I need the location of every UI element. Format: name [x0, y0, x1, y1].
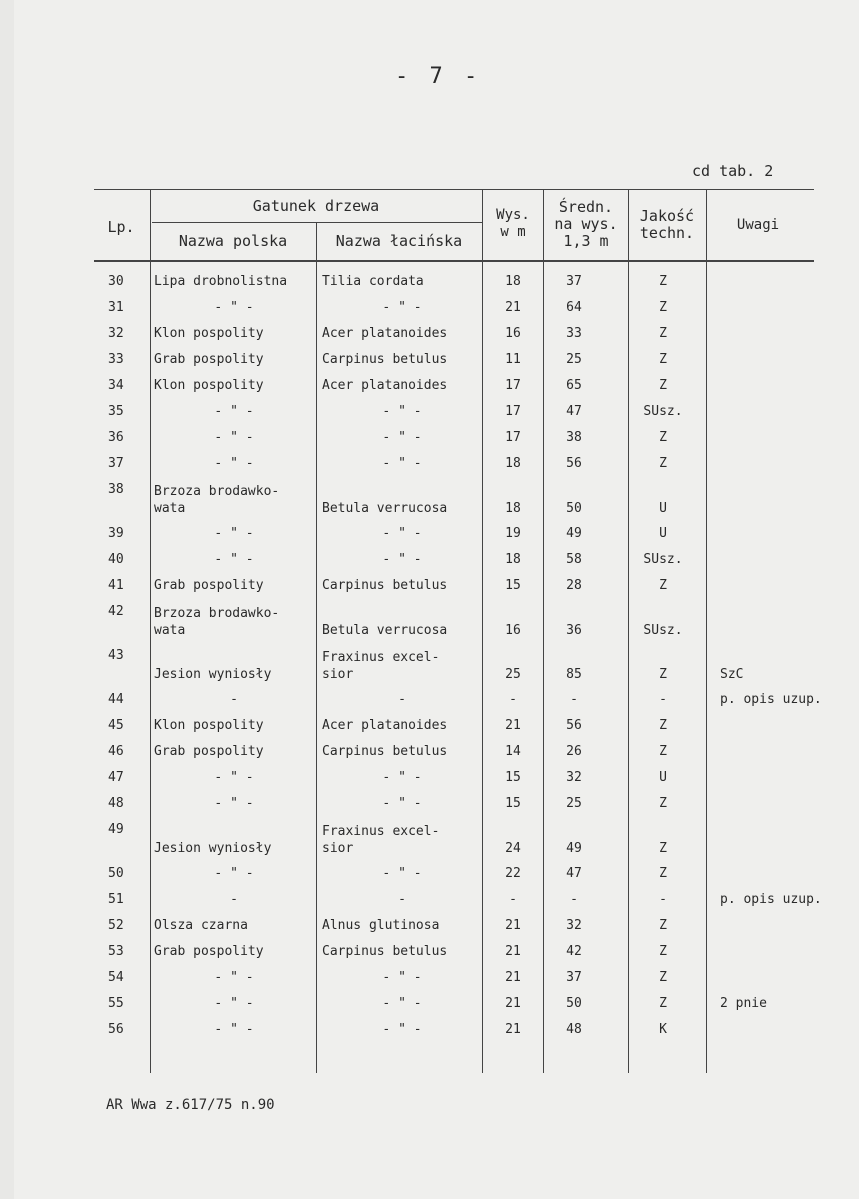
row-height: 17 — [505, 404, 521, 419]
row-quality: U — [659, 770, 667, 785]
row-diameter: - — [570, 892, 578, 907]
row-diameter: 47 — [566, 866, 582, 881]
row-lp: 42 — [108, 604, 124, 619]
row-latin-name: - — [398, 692, 406, 707]
row-lp: 34 — [108, 378, 124, 393]
header-jakosc: Jakość techn. — [639, 207, 695, 242]
row-height: - — [509, 692, 517, 707]
row-diameter: - — [570, 692, 578, 707]
row-diameter: 58 — [566, 552, 582, 567]
row-quality: Z — [659, 996, 667, 1011]
row-polish-name: Grab pospolity — [154, 944, 264, 959]
row-lp: 52 — [108, 918, 124, 933]
row-latin-name: Acer platanoides — [322, 378, 448, 393]
row-diameter: 64 — [566, 300, 582, 315]
row-latin-name: - " - — [382, 526, 422, 541]
row-height: 21 — [505, 944, 521, 959]
row-polish-name: Brzoza brodawko- wata — [154, 606, 280, 638]
row-latin-name: Betula verrucosa — [322, 623, 448, 638]
row-diameter: 25 — [566, 352, 582, 367]
row-latin-name: - " - — [382, 770, 422, 785]
row-height: - — [509, 892, 517, 907]
row-remarks: SzC — [720, 667, 744, 682]
row-polish-name: Brzoza brodawko- wata — [154, 484, 280, 516]
row-latin-name: - " - — [382, 552, 422, 567]
row-latin-name: - " - — [382, 456, 422, 471]
row-lp: 50 — [108, 866, 124, 881]
row-height: 21 — [505, 996, 521, 1011]
row-polish-name: - " - — [214, 526, 254, 541]
row-quality: U — [659, 526, 667, 541]
row-polish-name: Jesion wyniosły — [154, 841, 272, 856]
row-lp: 43 — [108, 648, 124, 663]
row-quality: - — [659, 892, 667, 907]
row-lp: 35 — [108, 404, 124, 419]
row-height: 11 — [505, 352, 521, 367]
row-polish-name: - " - — [214, 300, 254, 315]
row-height: 25 — [505, 667, 521, 682]
row-quality: Z — [659, 326, 667, 341]
row-latin-name: Acer platanoides — [322, 326, 448, 341]
row-lp: 45 — [108, 718, 124, 733]
row-latin-name: - " - — [382, 300, 422, 315]
header-nazwa-polska: Nazwa polska — [178, 232, 288, 250]
row-latin-name: Alnus glutinosa — [322, 918, 440, 933]
row-quality: - — [659, 692, 667, 707]
row-diameter: 50 — [566, 996, 582, 1011]
row-polish-name: Klon pospolity — [154, 326, 264, 341]
row-polish-name: - " - — [214, 770, 254, 785]
row-height: 22 — [505, 866, 521, 881]
header-sredn: Średn. na wys. 1,3 m — [554, 198, 618, 250]
row-diameter: 37 — [566, 274, 582, 289]
row-lp: 39 — [108, 526, 124, 541]
row-lp: 56 — [108, 1022, 124, 1037]
row-height: 21 — [505, 1022, 521, 1037]
row-diameter: 49 — [566, 526, 582, 541]
row-polish-name: - " - — [214, 996, 254, 1011]
row-quality: Z — [659, 918, 667, 933]
row-latin-name: - " - — [382, 970, 422, 985]
row-polish-name: - " - — [214, 430, 254, 445]
row-latin-name: - " - — [382, 1022, 422, 1037]
row-latin-name: - " - — [382, 996, 422, 1011]
row-height: 15 — [505, 796, 521, 811]
row-diameter: 26 — [566, 744, 582, 759]
row-quality: K — [659, 1022, 667, 1037]
page-number: - 7 - — [395, 64, 482, 89]
row-height: 21 — [505, 718, 521, 733]
row-remarks: p. opis uzup. — [720, 692, 822, 707]
row-latin-name: Carpinus betulus — [322, 944, 448, 959]
row-latin-name: Tilia cordata — [322, 274, 424, 289]
row-polish-name: Klon pospolity — [154, 378, 264, 393]
header-wys: Wys. w m — [496, 207, 530, 240]
row-polish-name: - " - — [214, 970, 254, 985]
header-nazwa-lacinska: Nazwa łacińska — [335, 232, 463, 250]
row-lp: 30 — [108, 274, 124, 289]
row-latin-name: Betula verrucosa — [322, 501, 448, 516]
row-height: 16 — [505, 326, 521, 341]
row-quality: SUsz. — [643, 623, 683, 638]
row-polish-name: Olsza czarna — [154, 918, 248, 933]
row-quality: Z — [659, 866, 667, 881]
row-height: 19 — [505, 526, 521, 541]
row-diameter: 37 — [566, 970, 582, 985]
row-polish-name: Klon pospolity — [154, 718, 264, 733]
archive-reference: AR Wwa z.617/75 n.90 — [106, 1097, 275, 1113]
row-lp: 37 — [108, 456, 124, 471]
row-height: 21 — [505, 300, 521, 315]
row-diameter: 48 — [566, 1022, 582, 1037]
row-diameter: 42 — [566, 944, 582, 959]
row-diameter: 32 — [566, 770, 582, 785]
row-lp: 55 — [108, 996, 124, 1011]
row-diameter: 49 — [566, 841, 582, 856]
row-latin-name: - " - — [382, 430, 422, 445]
row-polish-name: Jesion wyniosły — [154, 667, 272, 682]
header-lp: Lp. — [107, 218, 135, 236]
row-quality: Z — [659, 841, 667, 856]
row-quality: Z — [659, 796, 667, 811]
row-lp: 36 — [108, 430, 124, 445]
row-diameter: 85 — [566, 667, 582, 682]
row-quality: Z — [659, 667, 667, 682]
row-latin-name: Fraxinus excel- sior — [322, 650, 440, 682]
row-quality: Z — [659, 456, 667, 471]
row-polish-name: - " - — [214, 456, 254, 471]
row-latin-name: - " - — [382, 796, 422, 811]
row-polish-name: - " - — [214, 796, 254, 811]
row-lp: 33 — [108, 352, 124, 367]
continuation-label: cd tab. 2 — [692, 162, 774, 180]
row-quality: Z — [659, 378, 667, 393]
row-lp: 44 — [108, 692, 124, 707]
row-polish-name: - — [230, 692, 238, 707]
header-gatunek: Gatunek drzewa — [252, 197, 380, 215]
row-quality: Z — [659, 944, 667, 959]
row-polish-name: - " - — [214, 552, 254, 567]
row-latin-name: - " - — [382, 866, 422, 881]
row-height: 18 — [505, 456, 521, 471]
row-diameter: 50 — [566, 501, 582, 516]
row-quality: Z — [659, 744, 667, 759]
row-lp: 49 — [108, 822, 124, 837]
row-quality: Z — [659, 300, 667, 315]
row-diameter: 33 — [566, 326, 582, 341]
row-latin-name: - " - — [382, 404, 422, 419]
row-diameter: 65 — [566, 378, 582, 393]
row-diameter: 56 — [566, 456, 582, 471]
row-height: 17 — [505, 378, 521, 393]
row-latin-name: Carpinus betulus — [322, 352, 448, 367]
row-lp: 31 — [108, 300, 124, 315]
row-height: 21 — [505, 970, 521, 985]
row-remarks: p. opis uzup. — [720, 892, 822, 907]
row-diameter: 36 — [566, 623, 582, 638]
row-latin-name: Acer platanoides — [322, 718, 448, 733]
row-polish-name: Grab pospolity — [154, 744, 264, 759]
row-diameter: 56 — [566, 718, 582, 733]
row-height: 18 — [505, 552, 521, 567]
row-polish-name: - — [230, 892, 238, 907]
row-remarks: 2 pnie — [720, 996, 767, 1011]
row-quality: Z — [659, 578, 667, 593]
row-polish-name: - " - — [214, 1022, 254, 1037]
row-lp: 32 — [108, 326, 124, 341]
row-height: 18 — [505, 501, 521, 516]
row-height: 14 — [505, 744, 521, 759]
row-lp: 46 — [108, 744, 124, 759]
row-quality: Z — [659, 970, 667, 985]
row-quality: Z — [659, 352, 667, 367]
row-quality: SUsz. — [643, 552, 683, 567]
row-latin-name: Carpinus betulus — [322, 744, 448, 759]
header-uwagi: Uwagi — [736, 217, 780, 233]
row-diameter: 47 — [566, 404, 582, 419]
row-diameter: 38 — [566, 430, 582, 445]
row-lp: 40 — [108, 552, 124, 567]
row-quality: U — [659, 501, 667, 516]
row-diameter: 28 — [566, 578, 582, 593]
row-diameter: 25 — [566, 796, 582, 811]
row-height: 21 — [505, 918, 521, 933]
row-latin-name: - — [398, 892, 406, 907]
row-lp: 53 — [108, 944, 124, 959]
row-lp: 51 — [108, 892, 124, 907]
row-latin-name: Fraxinus excel- sior — [322, 824, 440, 856]
row-height: 24 — [505, 841, 521, 856]
row-diameter: 32 — [566, 918, 582, 933]
row-quality: Z — [659, 274, 667, 289]
row-lp: 47 — [108, 770, 124, 785]
row-height: 17 — [505, 430, 521, 445]
row-height: 18 — [505, 274, 521, 289]
row-quality: Z — [659, 430, 667, 445]
row-lp: 38 — [108, 482, 124, 497]
row-lp: 41 — [108, 578, 124, 593]
row-polish-name: - " - — [214, 866, 254, 881]
row-height: 15 — [505, 770, 521, 785]
row-height: 16 — [505, 623, 521, 638]
row-polish-name: Grab pospolity — [154, 352, 264, 367]
row-lp: 54 — [108, 970, 124, 985]
row-polish-name: - " - — [214, 404, 254, 419]
row-quality: Z — [659, 718, 667, 733]
row-polish-name: Grab pospolity — [154, 578, 264, 593]
row-lp: 48 — [108, 796, 124, 811]
row-height: 15 — [505, 578, 521, 593]
row-polish-name: Lipa drobnolistna — [154, 274, 288, 289]
row-quality: SUsz. — [643, 404, 683, 419]
row-latin-name: Carpinus betulus — [322, 578, 448, 593]
